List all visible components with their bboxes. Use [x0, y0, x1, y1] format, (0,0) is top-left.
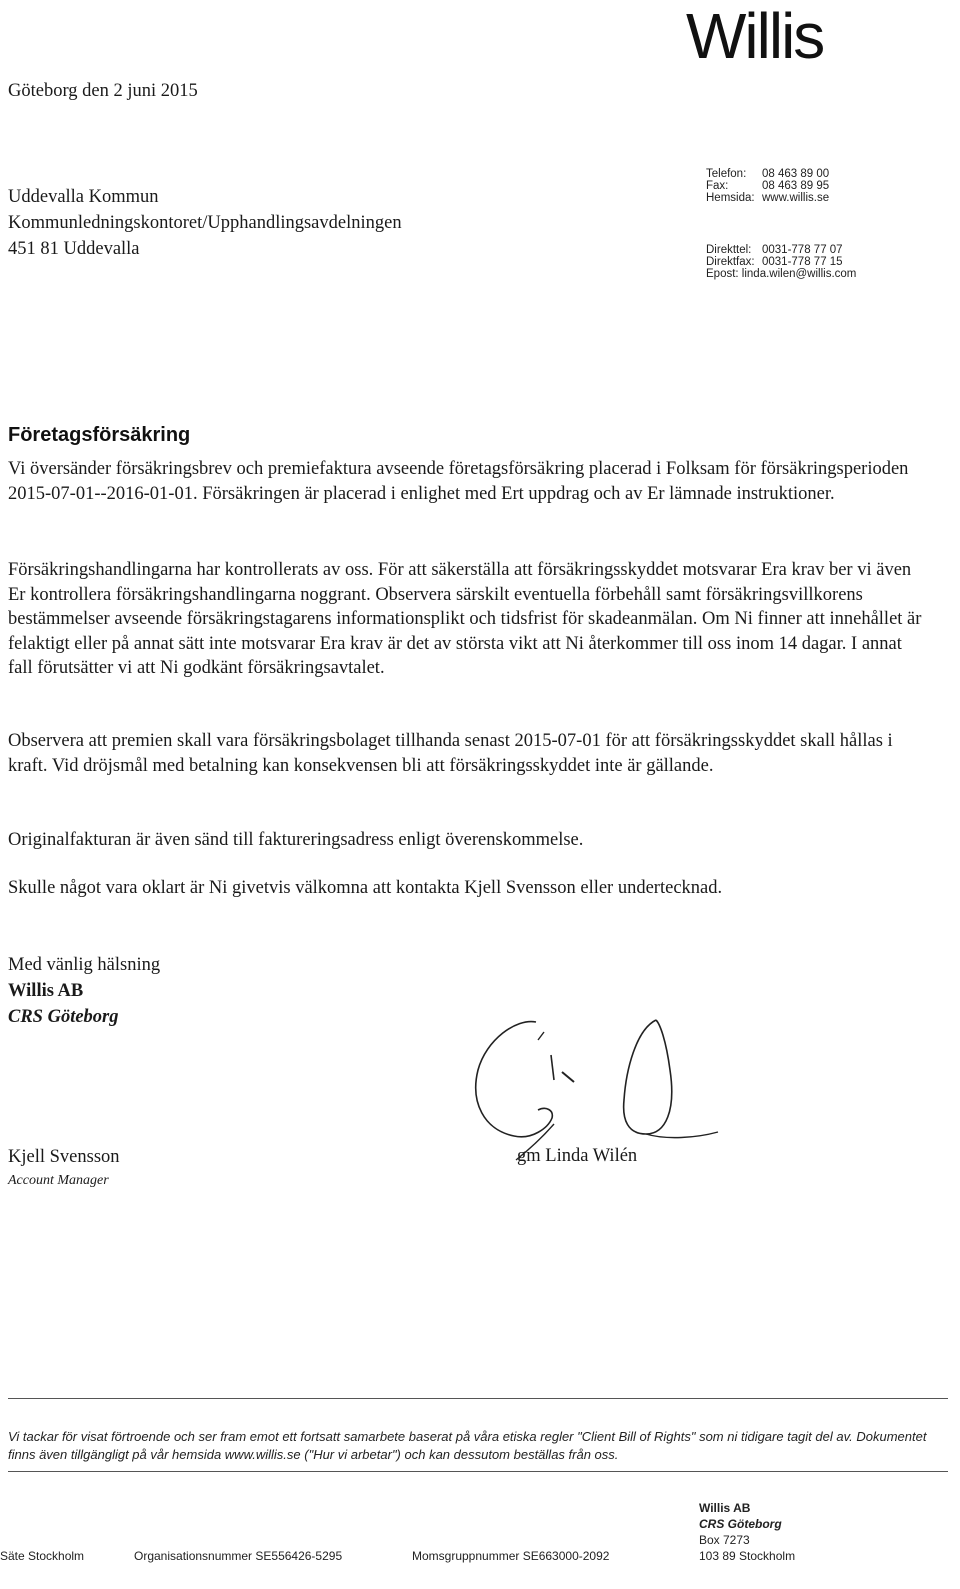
footer-seat: Säte Stockholm [0, 1549, 85, 1563]
contact-row [706, 168, 829, 180]
signer-block [8, 1145, 120, 1193]
footer-company-office: CRS Göteborg [699, 1517, 782, 1531]
paragraph: Vi översänder försäkringsbrev och premiefaktura avseende företagsförsäkring placerad i Folksam för försäkringsperioden 2015-07-01--2016-01-01. Försäkringen är placerad i enlighet med Ert uppdrag och av Er lämnade instruktioner. [8, 459, 909, 504]
footer-vat-number: Momsgruppnummer SE663000-2092 [412, 1549, 610, 1563]
paragraph: Försäkringshandlingarna har kontrollerats av oss. För att säkerställa att försäkringsskyddet motsvarar Era krav ber vi även Er kontrollera försäkringshandlingarna noggrant. Observera särskilt eventuella förbehåll samt försäkringsvillkorens bestämmelser avseende försäkringstagarens informationsplikt och tidsfrist för skadeanmälan. Om Ni finner att innehållet är felaktigt eller på annat sätt inte motsvarar Era krav är det av största vikt att Ni återkommer till oss inom 14 dagar. I annat fall förutsätter vi att Ni godkänt försäkringsavtalet. [8, 560, 922, 678]
signature-stroke [551, 1055, 554, 1080]
contact-label: Hemsida: [706, 192, 755, 204]
footer-company-name: Willis AB [699, 1501, 751, 1515]
signed-by: gm Linda Wilén [517, 1146, 638, 1166]
signer-name: Kjell Svensson [8, 1147, 120, 1167]
footer-box: Box 7273 [699, 1533, 750, 1547]
footer-org-number: Organisationsnummer SE556426-5295 [134, 1549, 343, 1563]
contact-direct [706, 244, 856, 280]
recipient-address [8, 184, 402, 262]
footer-divider [8, 1471, 948, 1472]
footer-note: Vi tackar för visat förtroende och ser fram emot ett fortsatt samarbete baserat på våra etiska regler "Client Bill of Rights" som ni tidigare tagit del av. Dokumentet finns även tillgängligt på vår hemsida www.willis.se ("Hur vi arbetar") och kan dessutom beställas från oss. [8, 1429, 927, 1462]
footer-company-address [699, 1500, 782, 1548]
contact-value: 08 463 89 95 [762, 180, 830, 192]
signature-stroke [646, 1132, 718, 1138]
paragraph: Originalfakturan är även sänd till faktureringsadress enligt överenskommelse. [8, 830, 584, 850]
footer-postal: 103 89 Stockholm [699, 1549, 796, 1563]
closing-office: CRS Göteborg [8, 1007, 119, 1027]
contact-label: Direkttel: [706, 244, 752, 256]
signer-title: Account Manager [8, 1173, 109, 1188]
contact-row [706, 256, 856, 268]
contact-value: 08 463 89 00 [762, 168, 830, 180]
contact-general [706, 168, 829, 204]
paragraph: Skulle något vara oklart är Ni givetvis välkomna att kontakta Kjell Svensson eller undertecknad. [8, 878, 723, 898]
footer-divider [8, 1398, 948, 1399]
contact-label: Fax: [706, 180, 729, 192]
contact-label: Telefon: [706, 168, 747, 180]
page-title: Företagsförsäkring [8, 424, 191, 446]
willis-logo: Willis [686, 0, 824, 72]
recipient-line: Kommunledningskontoret/Upphandlingsavdelningen [8, 213, 402, 233]
contact-row [706, 180, 829, 192]
greeting: Med vänlig hälsning [8, 955, 161, 975]
date-line: Göteborg den 2 juni 2015 [8, 81, 198, 101]
recipient-line: Uddevalla Kommun [8, 187, 159, 207]
contact-value: 0031-778 77 15 [762, 256, 843, 268]
signature-stroke [624, 1020, 672, 1134]
contact-email: Epost: linda.wilen@willis.com [706, 268, 857, 280]
contact-row [706, 244, 856, 256]
contact-value: 0031-778 77 07 [762, 244, 843, 256]
signature-stroke [538, 1032, 544, 1040]
recipient-line: 451 81 Uddevalla [8, 239, 140, 259]
closing-block [8, 952, 160, 1030]
paragraph: Observera att premien skall vara försäkringsbolaget tillhanda senast 2015-07-01 för att försäkringsskyddet skall hållas i kraft. Vid dröjsmål med betalning kan konsekvensen bli att försäkringsskyddet inte är gällande. [8, 731, 893, 776]
signature-stroke [562, 1072, 574, 1082]
contact-label: Direktfax: [706, 256, 755, 268]
contact-row [706, 192, 829, 204]
closing-company: Willis AB [8, 981, 84, 1001]
signature-stroke [476, 1022, 553, 1137]
contact-value: www.willis.se [762, 192, 830, 204]
